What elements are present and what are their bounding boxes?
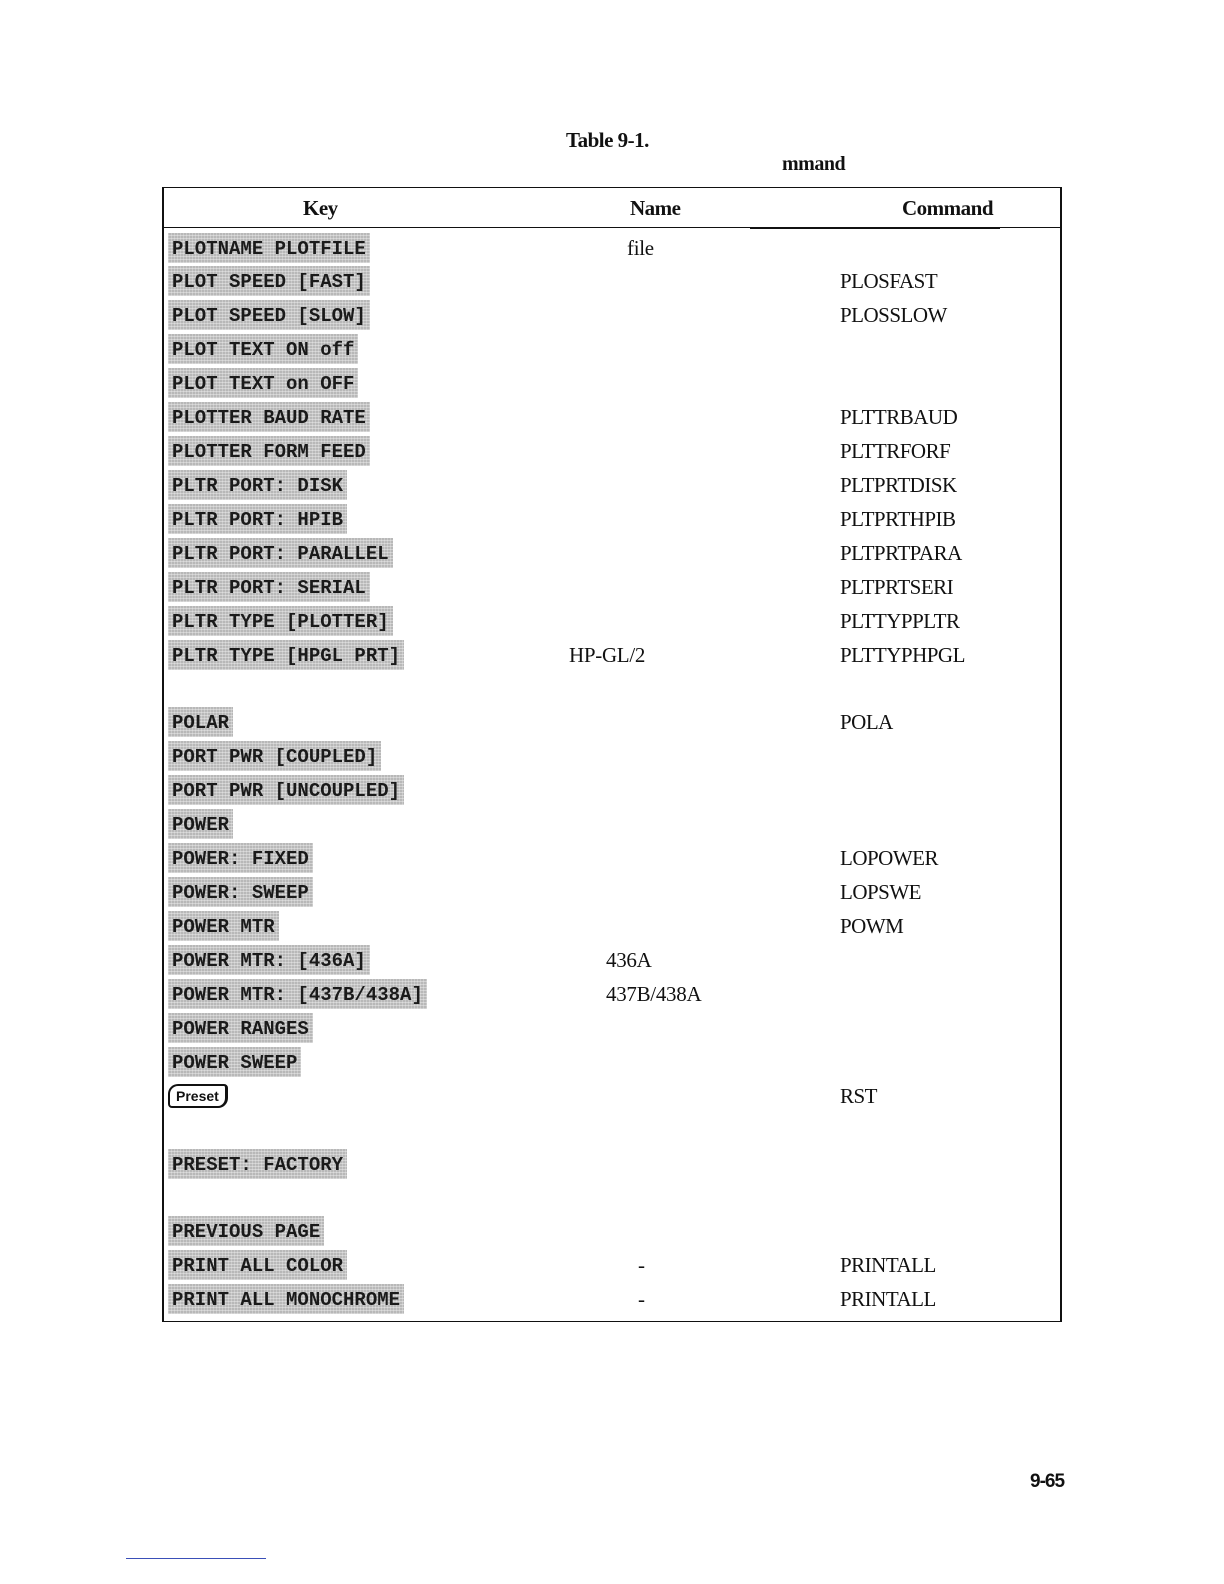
column-header-command: Command: [902, 196, 994, 220]
command-cell: PLOSFAST: [840, 269, 938, 293]
table-row: [0, 1080, 1224, 1114]
table-row: [0, 1215, 1224, 1249]
softkey-label: POWER: [168, 809, 233, 839]
table-row: [0, 944, 1224, 978]
softkey-label: PLTR TYPE [PLOTTER]: [168, 606, 393, 636]
table-row: [0, 537, 1224, 571]
softkey-label: POWER: FIXED: [168, 843, 313, 873]
command-cell: PRINTALL: [840, 1253, 936, 1277]
table-row: [0, 367, 1224, 401]
name-cell: 436A: [606, 948, 652, 972]
command-cell: PLTPRTHPIB: [840, 507, 956, 531]
table-title: Table 9-1.: [566, 128, 649, 152]
command-cell: PLTPRTPARA: [840, 541, 962, 565]
table-row: [0, 1283, 1224, 1317]
softkey-label: POWER MTR: [168, 911, 279, 941]
table-row: [0, 232, 1224, 266]
table-subtitle: mmand: [782, 153, 846, 175]
command-cell: POWM: [840, 914, 904, 938]
command-cell: PLTTRBAUD: [840, 405, 958, 429]
name-cell: 437B/438A: [606, 982, 702, 1006]
softkey-label: POWER MTR: [437B/438A]: [168, 979, 427, 1009]
softkey-label: POWER SWEEP: [168, 1047, 301, 1077]
table-row: [0, 910, 1224, 944]
name-cell: file: [627, 236, 654, 260]
table-row: [0, 1249, 1224, 1283]
command-header-underline: [750, 228, 1000, 229]
table-row: [0, 740, 1224, 774]
name-cell: HP-GL/2: [569, 643, 646, 667]
table-row: [0, 605, 1224, 639]
softkey-label: PORT PWR [UNCOUPLED]: [168, 775, 404, 805]
softkey-label: PRINT ALL COLOR: [168, 1250, 347, 1280]
softkey-label: PLOTNAME PLOTFILE: [168, 233, 370, 263]
command-cell: LOPSWE: [840, 880, 921, 904]
table-row: [0, 876, 1224, 910]
command-cell: PLTPRTDISK: [840, 473, 957, 497]
command-cell: PLTTYPPLTR: [840, 609, 960, 633]
softkey-label: PRESET: FACTORY: [168, 1149, 347, 1179]
softkey-label: PLTR PORT: PARALLEL: [168, 538, 393, 568]
table-row: [0, 435, 1224, 469]
softkey-label: PLTR TYPE [HPGL PRT]: [168, 640, 404, 670]
softkey-label: PLOT SPEED [SLOW]: [168, 300, 370, 330]
softkey-label: PLTR PORT: SERIAL: [168, 572, 370, 602]
table-row: [0, 571, 1224, 605]
table-row: [0, 265, 1224, 299]
table-row: [0, 333, 1224, 367]
name-cell: -: [638, 1287, 645, 1311]
softkey-label: PORT PWR [COUPLED]: [168, 741, 381, 771]
command-cell: RST: [840, 1084, 878, 1108]
softkey-label: PLTR PORT: HPIB: [168, 504, 347, 534]
command-cell: LOPOWER: [840, 846, 938, 870]
softkey-label: PLOT SPEED [FAST]: [168, 266, 370, 296]
column-header-key: Key: [303, 196, 338, 220]
table-row: [0, 299, 1224, 333]
table-row: [0, 469, 1224, 503]
softkey-label: PLOT TEXT ON off: [168, 334, 358, 364]
softkey-label: PLOTTER FORM FEED: [168, 436, 370, 466]
table-row: [0, 774, 1224, 808]
table-row: [0, 978, 1224, 1012]
table-row: [0, 1012, 1224, 1046]
table-row: [0, 639, 1224, 673]
softkey-label: POLAR: [168, 707, 233, 737]
command-cell: PRINTALL: [840, 1287, 936, 1311]
table-row: [0, 1148, 1224, 1182]
softkey-label: POWER RANGES: [168, 1013, 313, 1043]
softkey-label: PLOT TEXT on OFF: [168, 368, 358, 398]
name-cell: -: [638, 1253, 645, 1277]
table-row: [0, 808, 1224, 842]
command-cell: PLTPRTSERI: [840, 575, 954, 599]
softkey-label: POWER: SWEEP: [168, 877, 313, 907]
command-cell: PLOSSLOW: [840, 303, 947, 327]
page-number: 9-65: [1030, 1471, 1065, 1492]
softkey-label: POWER MTR: [436A]: [168, 945, 370, 975]
softkey-label: PLTR PORT: DISK: [168, 470, 347, 500]
table-row: [0, 1046, 1224, 1080]
command-cell: POLA: [840, 710, 893, 734]
footer-rule: [126, 1558, 266, 1559]
command-cell: PLTTYPHPGL: [840, 643, 965, 667]
table-row: [0, 706, 1224, 740]
table-row: [0, 842, 1224, 876]
softkey-label: PLOTTER BAUD RATE: [168, 402, 370, 432]
softkey-label: PRINT ALL MONOCHROME: [168, 1284, 404, 1314]
table-row: [0, 503, 1224, 537]
column-header-name: Name: [630, 196, 681, 220]
command-cell: PLTTRFORF: [840, 439, 951, 463]
softkey-label: PREVIOUS PAGE: [168, 1216, 324, 1246]
hardkey-label: Preset: [168, 1084, 228, 1108]
table-row: [0, 401, 1224, 435]
